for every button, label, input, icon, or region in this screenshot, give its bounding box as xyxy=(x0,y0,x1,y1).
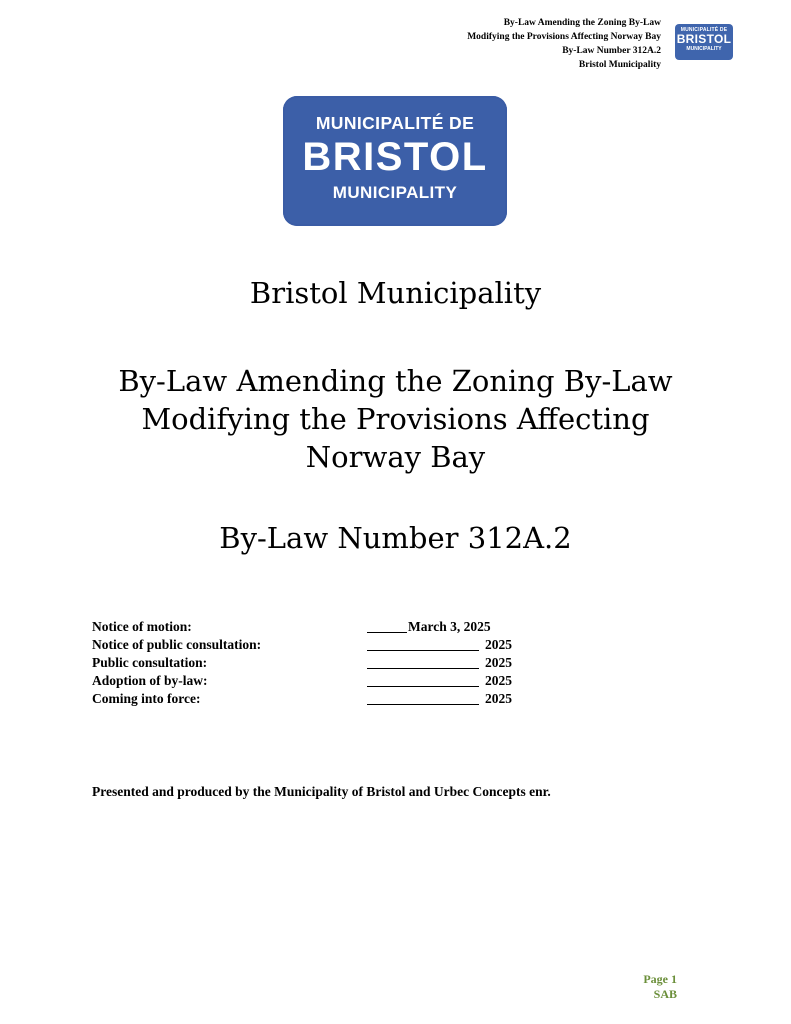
municipality-seal xyxy=(283,96,507,226)
page-number: Page 1 xyxy=(643,972,677,986)
header-line: By-Law Number 312A.2 xyxy=(562,46,661,56)
date-blank-line xyxy=(367,632,407,633)
dates-table xyxy=(92,619,532,709)
header-logo-line1: MUNICIPALITÉ DE xyxy=(680,27,728,33)
date-blank-line xyxy=(367,686,479,687)
header-logo xyxy=(675,24,733,60)
date-blank-line xyxy=(367,650,479,651)
date-label: Public consultation: xyxy=(92,655,208,670)
header-logo-line2: BRISTOL xyxy=(676,32,732,46)
date-label: Coming into force: xyxy=(92,691,201,706)
date-label: Adoption of by-law: xyxy=(92,673,208,688)
seal-line1: MUNICIPALITÉ DE xyxy=(315,113,475,133)
presented-by: Presented and produced by the Municipality of Bristol and Urbec Concepts enr. xyxy=(92,784,551,799)
bylaw-number: By-Law Number 312A.2 xyxy=(219,521,572,555)
header-line: Bristol Municipality xyxy=(578,60,661,70)
date-blank-line xyxy=(367,704,479,705)
date-label: Notice of public consultation: xyxy=(92,637,262,652)
date-row xyxy=(92,637,532,655)
document-title: Bristol Municipality xyxy=(249,276,542,310)
header-logo-line3: MUNICIPALITY xyxy=(686,46,722,52)
subtitle-line: By-Law Amending the Zoning By-Law xyxy=(118,364,673,398)
date-label: Notice of motion: xyxy=(92,619,192,634)
header-line: By-Law Amending the Zoning By-Law xyxy=(503,18,661,28)
date-value: March 3, 2025 xyxy=(408,619,491,634)
date-row xyxy=(92,619,532,637)
page-footer xyxy=(643,972,677,1002)
running-header xyxy=(467,16,661,72)
date-row xyxy=(92,691,532,709)
date-value: 2025 xyxy=(485,655,512,670)
date-blank-line xyxy=(367,668,479,669)
date-value: 2025 xyxy=(485,673,512,688)
subtitle-line: Modifying the Provisions Affecting xyxy=(141,402,650,436)
seal-line3: MUNICIPALITY xyxy=(332,183,458,202)
seal-line2: BRISTOL xyxy=(302,135,488,179)
date-value: 2025 xyxy=(485,691,512,706)
document-subtitle xyxy=(0,362,791,476)
header-line: Modifying the Provisions Affecting Norway Bay xyxy=(467,32,661,42)
date-row xyxy=(92,655,532,673)
date-row xyxy=(92,673,532,691)
subtitle-line: Norway Bay xyxy=(305,440,486,474)
footer-initials: SAB xyxy=(653,987,677,1001)
date-value: 2025 xyxy=(485,637,512,652)
